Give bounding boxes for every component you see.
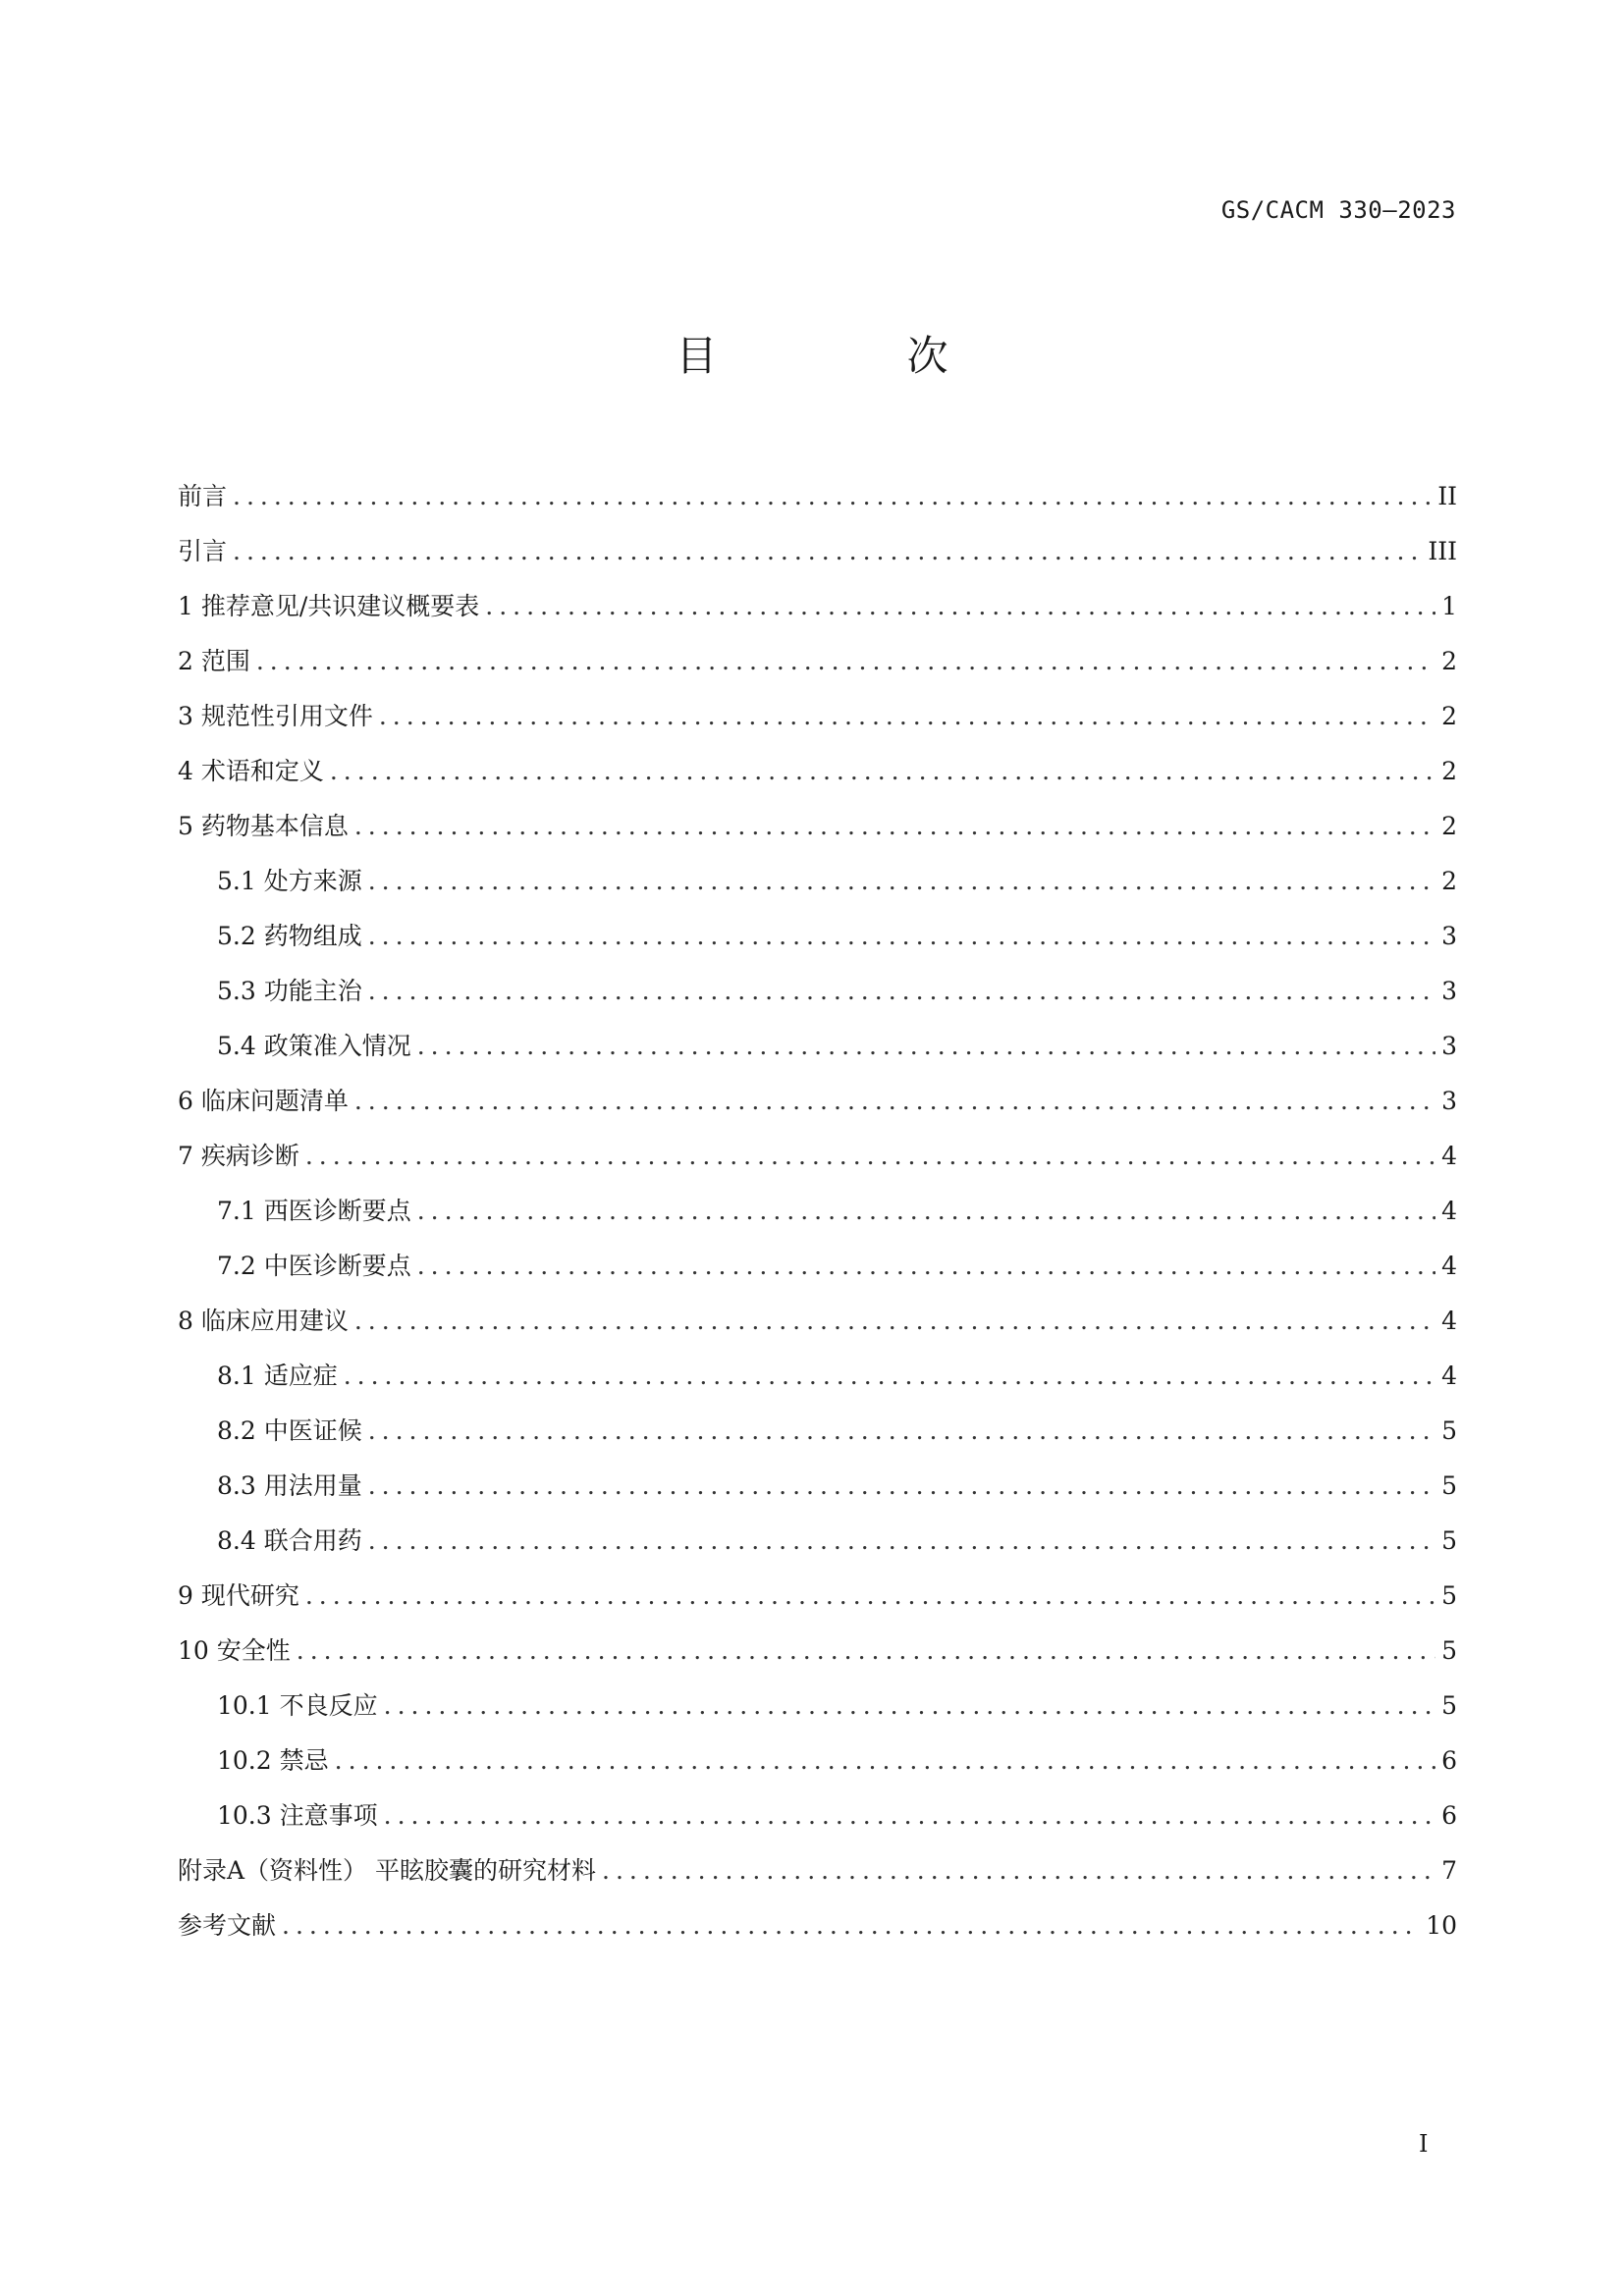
toc-dot-leader <box>354 1294 1435 1349</box>
toc-entry-label: 1 推荐意见/共识建议概要表 <box>178 592 480 620</box>
toc-entry-label: 引言 <box>178 537 228 565</box>
toc-entry-page: 3 <box>1441 1032 1457 1060</box>
toc-entry[interactable] <box>178 1074 1457 1129</box>
toc-dot-leader <box>384 1789 1435 1843</box>
toc-dot-leader <box>335 1734 1435 1789</box>
toc-entry[interactable] <box>178 744 1457 799</box>
toc-entry[interactable] <box>178 1459 1457 1514</box>
toc-entry[interactable] <box>178 799 1457 854</box>
toc-entry[interactable] <box>178 854 1457 909</box>
toc-entry-page: 3 <box>1441 922 1457 950</box>
toc-entry-label: 5.4 政策准入情况 <box>217 1032 411 1060</box>
toc-entry-page: II <box>1437 482 1457 510</box>
toc-dot-leader <box>417 1239 1435 1294</box>
toc-entry-page: 2 <box>1441 867 1457 895</box>
table-of-contents <box>178 469 1457 1953</box>
toc-dot-leader <box>233 469 1432 524</box>
toc-entry-label: 5 药物基本信息 <box>178 812 349 840</box>
toc-entry-page: 4 <box>1441 1307 1457 1335</box>
toc-entry-page: 7 <box>1441 1856 1457 1885</box>
toc-entry-page: 6 <box>1441 1801 1457 1830</box>
toc-entry-label: 10 安全性 <box>178 1636 291 1665</box>
toc-entry-label: 2 范围 <box>178 647 250 675</box>
toc-entry[interactable] <box>178 1624 1457 1679</box>
toc-dot-leader <box>368 1404 1435 1459</box>
document-code: GS/CACM 330—2023 <box>1220 196 1456 224</box>
toc-dot-leader <box>602 1843 1435 1898</box>
toc-entry-page: 4 <box>1441 1362 1457 1390</box>
toc-entry-label: 5.3 功能主治 <box>217 977 362 1005</box>
toc-entry-label: 前言 <box>178 482 228 510</box>
toc-entry-page: 2 <box>1441 812 1457 840</box>
toc-dot-leader <box>305 1129 1435 1184</box>
toc-entry-label: 参考文献 <box>178 1911 277 1940</box>
toc-dot-leader <box>379 689 1435 744</box>
toc-entry-label: 8.3 用法用量 <box>217 1471 362 1500</box>
toc-entry-label: 附录A（资料性） 平眩胶囊的研究材料 <box>178 1856 597 1885</box>
toc-dot-leader <box>417 1019 1435 1074</box>
page-number: I <box>1419 2130 1429 2158</box>
toc-dot-leader <box>368 964 1435 1019</box>
toc-entry-page: III <box>1428 537 1457 565</box>
toc-entry-page: 6 <box>1441 1746 1457 1775</box>
toc-entry[interactable] <box>178 524 1457 579</box>
toc-entry-label: 8.2 中医证候 <box>217 1416 362 1445</box>
toc-dot-leader <box>368 854 1435 909</box>
toc-entry[interactable] <box>178 1404 1457 1459</box>
toc-dot-leader <box>417 1184 1435 1239</box>
toc-dot-leader <box>368 1459 1435 1514</box>
toc-entry-label: 10.3 注意事项 <box>217 1801 378 1830</box>
toc-entry[interactable] <box>178 1569 1457 1624</box>
toc-dot-leader <box>330 744 1435 799</box>
toc-entry[interactable] <box>178 689 1457 744</box>
toc-entry[interactable] <box>178 1349 1457 1404</box>
toc-dot-leader <box>256 634 1435 689</box>
page-title: 目 次 <box>676 332 1037 380</box>
toc-entry-page: 5 <box>1441 1636 1457 1665</box>
toc-entry[interactable] <box>178 964 1457 1019</box>
toc-dot-leader <box>485 579 1435 634</box>
toc-entry[interactable] <box>178 1898 1457 1953</box>
toc-entry-page: 3 <box>1441 1087 1457 1115</box>
toc-entry-label: 8.4 联合用药 <box>217 1526 362 1555</box>
toc-entry[interactable] <box>178 579 1457 634</box>
toc-entry-label: 5.2 药物组成 <box>217 922 362 950</box>
toc-entry-page: 10 <box>1426 1911 1457 1940</box>
toc-entry[interactable] <box>178 1679 1457 1734</box>
toc-dot-leader <box>368 1514 1435 1569</box>
toc-dot-leader <box>233 524 1422 579</box>
toc-entry[interactable] <box>178 1019 1457 1074</box>
toc-entry-page: 1 <box>1441 592 1457 620</box>
toc-entry-page: 4 <box>1441 1142 1457 1170</box>
toc-entry-label: 7.1 西医诊断要点 <box>217 1197 411 1225</box>
toc-entry[interactable] <box>178 1184 1457 1239</box>
toc-entry-page: 5 <box>1441 1526 1457 1555</box>
toc-dot-leader <box>368 909 1435 964</box>
toc-entry[interactable] <box>178 1734 1457 1789</box>
toc-entry-label: 4 术语和定义 <box>178 757 324 785</box>
toc-entry[interactable] <box>178 634 1457 689</box>
toc-dot-leader <box>354 799 1435 854</box>
toc-entry-page: 4 <box>1441 1197 1457 1225</box>
toc-entry-label: 10.1 不良反应 <box>217 1691 378 1720</box>
toc-entry-page: 2 <box>1441 647 1457 675</box>
toc-entry-page: 2 <box>1441 757 1457 785</box>
toc-dot-leader <box>297 1624 1435 1679</box>
toc-entry-label: 3 规范性引用文件 <box>178 702 373 730</box>
toc-entry-label: 10.2 禁忌 <box>217 1746 329 1775</box>
toc-entry-label: 9 现代研究 <box>178 1581 299 1610</box>
toc-dot-leader <box>384 1679 1435 1734</box>
toc-entry-page: 3 <box>1441 977 1457 1005</box>
toc-entry-page: 5 <box>1441 1581 1457 1610</box>
toc-entry[interactable] <box>178 1294 1457 1349</box>
toc-entry-label: 7.2 中医诊断要点 <box>217 1252 411 1280</box>
toc-entry[interactable] <box>178 1514 1457 1569</box>
toc-entry-page: 5 <box>1441 1416 1457 1445</box>
toc-entry[interactable] <box>178 1129 1457 1184</box>
toc-entry-label: 8 临床应用建议 <box>178 1307 349 1335</box>
toc-entry-label: 7 疾病诊断 <box>178 1142 299 1170</box>
toc-entry[interactable] <box>178 1843 1457 1898</box>
toc-entry-label: 5.1 处方来源 <box>217 867 362 895</box>
toc-entry[interactable] <box>178 469 1457 524</box>
toc-dot-leader <box>354 1074 1435 1129</box>
toc-dot-leader <box>305 1569 1435 1624</box>
toc-entry-page: 5 <box>1441 1471 1457 1500</box>
toc-entry-page: 4 <box>1441 1252 1457 1280</box>
toc-entry-page: 2 <box>1441 702 1457 730</box>
toc-dot-leader <box>282 1898 1420 1953</box>
toc-entry[interactable] <box>178 909 1457 964</box>
toc-entry[interactable] <box>178 1239 1457 1294</box>
toc-entry-label: 6 临床问题清单 <box>178 1087 349 1115</box>
toc-entry-page: 5 <box>1441 1691 1457 1720</box>
toc-entry[interactable] <box>178 1789 1457 1843</box>
toc-entry-label: 8.1 适应症 <box>217 1362 338 1390</box>
toc-dot-leader <box>344 1349 1435 1404</box>
